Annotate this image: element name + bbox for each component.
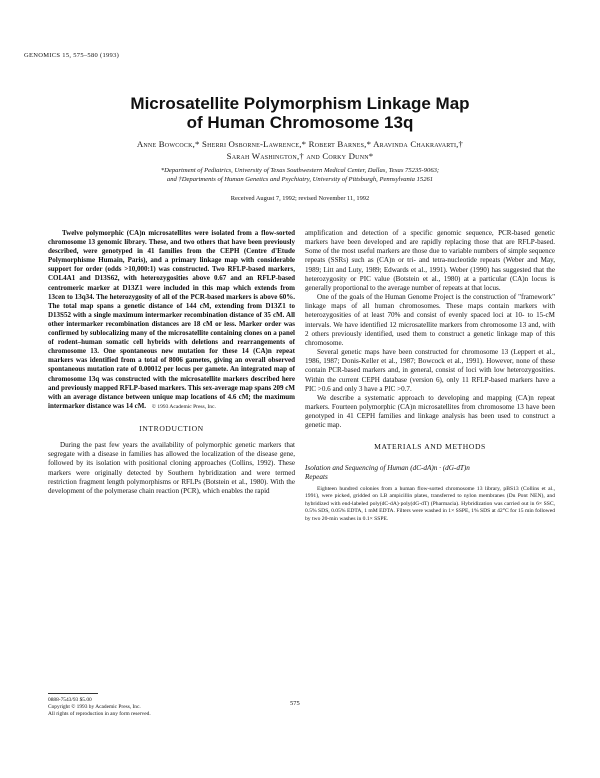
author-list — [60, 138, 540, 162]
title-line-1: Microsatellite Polymorphism Linkage Map — [130, 94, 470, 113]
footer-rule — [48, 693, 98, 694]
right-paragraph-3: Several genetic maps have been constructed for chromosome 13 (Leppert et al., 1986, 1987; Donis-Keller et al., 1987; Bowcock et al., 1991). However, none of these contain PCR-based markers and, in general, consist of loci with low heterozygosities. Within the current CEPH database (version 6), only 11 RFLP-based markers have a PIC >0.6 and only 3 have a PIC >0.7. — [305, 348, 555, 393]
footer-rights: All rights of reproduction in any form reserved. — [48, 711, 151, 718]
footer-issn: 0888-7543/93 $5.00 — [48, 697, 92, 703]
right-paragraph-4: We describe a systematic approach to developing and mapping (CA)n repeat markers. Fourteen polymorphic (CA)n microsatellites from chromosome 13 have been genotyped in 41 CEPH families and linkage analysis has been used to construct a genetic map. — [305, 393, 555, 430]
journal-citation: GENOMICS 15, 575–580 (1993) — [24, 52, 120, 59]
title-line-2: of Human Chromosome 13q — [186, 113, 414, 132]
methods-subheading — [305, 464, 555, 482]
page-number: 575 — [290, 700, 300, 707]
footer-copyright: Copyright © 1993 by Academic Press, Inc. — [48, 704, 141, 711]
abstract — [48, 229, 295, 412]
affiliation-line-2: and †Departments of Human Genetics and Psychiatry, University of Pittsburgh, Pennsylvania 15261 — [166, 176, 434, 183]
authors-line-2: Sarah Washington,† and Corky Dunn* — [226, 151, 374, 161]
right-paragraph-1: amplification and detection of a specific genomic sequence, PCR-based genetic markers have been developed and are rapidly replacing those that are RFLP-based. Some of the most useful markers are those due to variable numbers of simple sequence repeats (SSRs) such as (CA)n or tri- and tetra-nucleotide repeats (Weber and May, 1989; Litt and Luty, 1989; Edwards et al., 1991). Weber (1990) has suggested that the heterozygosity or PIC value (Botstein et al., 1980) at a particular (CA)n locus is generally proportional to the average number of repeats at that locus. — [305, 229, 555, 292]
received-date: Received August 7, 1992; revised November 11, 1992 — [230, 195, 370, 202]
left-column — [48, 229, 295, 496]
methods-heading: MATERIALS AND METHODS — [374, 442, 486, 452]
methods-subheading-line-1: Isolation and Sequencing of Human (dC-dA)n · (dG-dT)n — [305, 463, 470, 472]
abstract-copyright: © 1993 Academic Press, Inc. — [151, 403, 216, 410]
affiliations — [40, 166, 560, 184]
methods-paragraph: Eighteen hundred colonies from a human flow-sorted chromosome 13 library, pBS13 (Collins et al., 1991), were picked, gridded on LB ampicillin plates, transferred to nylon membranes (Du Pont NEN), and hybridized with end-labeled poly(dC-dA)·poly(dG-dT) (Pharmacia). Hybridization was carried out in 6× SSC, 0.5% SDS, 0.05% EDTA, 1 mM EDTA. Filters were washed in 1× SSPE, 1% SDS at 42°C for 15 min followed by two 20-min washes in 0.1× SSPE. — [305, 485, 555, 522]
introduction-heading: INTRODUCTION — [139, 423, 204, 433]
article-title — [0, 94, 600, 132]
copyright-footer — [48, 697, 248, 719]
right-paragraph-2: One of the goals of the Human Genome Project is the construction of "framework" linkage maps of all human chromosomes. These maps contain markers with heterozygosities of at least 70% and consist of evenly spaced loci at 10- to 15-cM intervals. We have identified 12 microsatellite markers from chromosome 13 and, with 2 others previously identified, used them to construct a genetic linkage map of this chromosome. — [305, 293, 555, 347]
affiliation-line-1: *Department of Pediatrics, University of Texas Southwestern Medical Center, Dallas, Texas 75235-9063; — [160, 167, 440, 174]
methods-subheading-line-2: Repeats — [305, 472, 328, 481]
authors-line-1: Anne Bowcock,* Sherri Osborne-Lawrence,* Robert Barnes,* Aravinda Chakravarti,† — [136, 139, 464, 149]
introduction-paragraph: During the past few years the availability of polymorphic genetic markers that segregate with a disease in families has allowed the localization of the disease gene, followed by its isolation with positional cloning approaches (Collins, 1992). These markers were originally detected by Southern hybridization and were termed restriction fragment length polymorphisms or RFLPs (Botstein et al., 1980). With the development of the polymerase chain reaction (PCR), which enables the rapid — [48, 441, 295, 495]
right-column — [305, 229, 555, 524]
abstract-text: Twelve polymorphic (CA)n microsatellites were isolated from a flow-sorted chromosome 13 genomic library. These, and two others that have been previously described, were genotyped in 41 families from the CEPH (Centre d'Etude Polymorphisme Humain, Paris), and a primary linkage map with considerable support for order (odds >10,000:1) was constructed. Two RFLP-based markers, COL4A1 and D13S62, with heterozygosities above 0.67 and an RFLP-based centromeric marker at D13Z1 were included in this map which extends from 13cen to 13q34. The heterozygosity of all of the PCR-based markers is above 60%. The total map spans a genetic distance of 144 cM, extending from D13Z1 to D13S52 with a single maximum intermarker recombination distance of 35 cM. All other intermarker recombination distances are 18 cM or less. Marker order was confirmed by sublocalizing many of the microsatellite containing clones on a panel of rodent–human somatic cell hybrids with deletions and rearrangements of chromosome 13. One spontaneous new mutation for these 14 (CA)n repeat markers was identified from a total of 8006 gametes, giving an overall observed spontaneous mutation rate of 0.00012 per locus per gamete. An integrated map of chromosome 13q was constructed with the microsatellite markers described here and previously mapped RFLP-based markers. This sex-average map spans 209 cM with an average distance between unique map locations of 4.6 cM; the maximum intermarker distance was 14 cM. — [48, 229, 295, 410]
